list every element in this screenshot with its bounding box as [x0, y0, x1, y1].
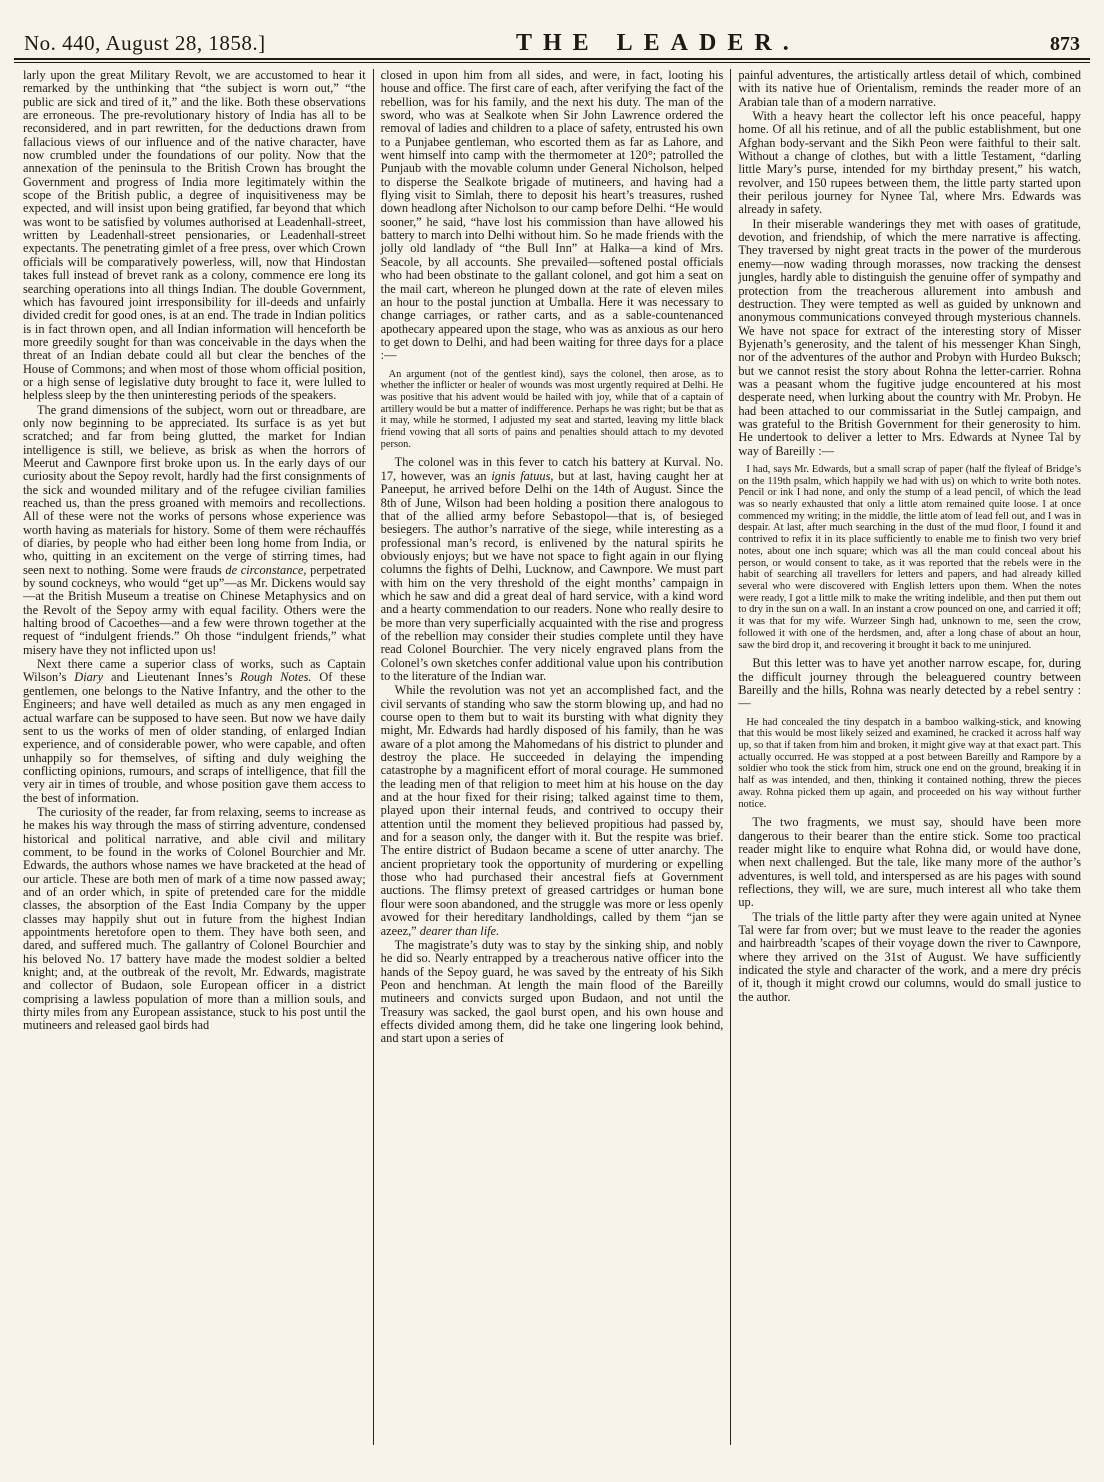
article-columns — [16, 69, 1088, 1445]
block-quote: An argument (not of the gentlest kind), says the colonel, then arose, as to whether the inflicter or healer of wounds was most urgently required at Delhi. He was positive that his advent would be hailed with joy, while that of a captain of artillery would be but a matter of indifference. Perhaps he was right; but be that as it may, while he stormed, I adjusted my seat and started, leaving my little black friend vowing that all sorts of pains and penalties should attach to my devoted person. — [380, 368, 724, 450]
paragraph: The trials of the little party after they were again united at Nynee Tal were far from over; but we must leave to the reader the agonies and hairbreadth ’scapes of their voyage down the river to Cawnpore, where they arrived on the 31st of August. We have sufficiently indicated the style and character of the work, and a mere dry précis of it, though it might crowd our columns, would do small justice to the author. — [738, 909, 1082, 1004]
book-title: Diary — [74, 670, 104, 685]
paragraph: painful adventures, the artistically artless detail of which, combined with its native hue of Orientalism, reminds the reader more of an Arabian tale than of a modern narrative. — [738, 69, 1082, 109]
issue-date: No. 440, August 28, 1858.] — [24, 31, 266, 55]
block-quote: He had concealed the tiny despatch in a bamboo walking-stick, and knowing that this would be most likely seized and examined, he cracked it across half way up, so that if taken from him and broken, it might give way at that exact part. This actually occurred. He was stopped at a post between Bareilly and Rampore by a soldier who took the stick from him, struck one end on the ground, breaking it in half as was intended, and then, thinking it contained nothing, threw the pieces away. Rohna picked them up again, and proceeded on his way without further notice. — [738, 716, 1082, 810]
paragraph: The magistrate’s duty was to stay by the sinking ship, and nobly he did so. Nearly entrapped by a treacherous native officer into the hands of the Sepoy guard, he was saved by the entreaty of his Sikh Peon and henchman. At length the main flood of the Bareilly mutineers and convicts surged upon Budaon, and not until the Treasury was sacked, the gaol burst open, and his own house and effects divided among them, did he take one lingering look behind, and start upon a series of — [380, 937, 724, 1046]
newspaper-title: THE LEADER. — [515, 30, 800, 56]
paragraph: In their miserable wanderings they met with oases of gratitude, devotion, and friendship, of which the mere narrative is affecting. They traversed by night great tracts in the power of the murderous enemy—now wading through morasses, now tracking the densest jungles, hardly able to distinguish the genuine offer of sympathy and protection from the treacherous allurement into ambush and destruction. They were tempted as well as guided by unknown and anonymous communications conveyed through mysterious channels. We have not space for extract of the interesting story of Misser Byjenath’s generosity, and the talent of his messenger Khan Singh, nor of the adventures of the author and Probyn with Hurdeo Buksch; but we cannot resist the story about Rohna the letter-carrier. Rohna was a peasant whom the fugitive judge encountered at his most desperate need, when lurking about the country with Mr. Probyn. He had been attached to our commissariat in the Sutlej campaign, and was grateful to the British Government for their generosity to him. He undertook to deliver a letter to Mrs. Edwards at Nynee Tal by way of Bareilly :— — [738, 216, 1082, 458]
masthead — [10, 8, 1094, 54]
paragraph: The grand dimensions of the subject, worn out or threadbare, are only now beginning to be appreciated. Its surface is as yet but scratched; and far from being glutted, the market for Indian intelligence is still, we believe, as brisk as when the horrors of Meerut and Cawnpore first broke upon us. In the early days of our curiosity about the Sepoy revolt, hardly had the first consignments of the sick and wounded military and of the refugee civilian families reached us, than the press groaned with memoirs and recollections. All of these were not the works of persons whose experience was worth having as materials for history. Some of them were réchauffés of diaries, by people who had either been long home from India, or who, quitting in an excitement on the verge of stirring times, had seen next to nothing. Some were frauds de circonstance, perpetrated by sound cockneys, who would “get up”—as Mr. Dickens would say—at the British Museum a treatise on Chinese Metaphysics and on the Revolt of the Sepoy army with equal facility. Others were the halting brood of Cacoethes—and a few were thrown together at the request of “indulgent friends.” Oh those “indulgent friends,” what misery have they not inflicted upon us! — [23, 402, 366, 657]
paragraph: Next there came a superior class of works, such as Captain Wilson’s Diary and Lieutenant Innes’s Rough Notes. Of these gentlemen, one belongs to the Native Infantry, and the other to the Engineers; and have well detailed as much as any men engaged in actual warfare can be supposed to have seen. But now we have daily sent to us the works of men of older standing, of enlarged Indian experience, and of considerable power, who were capable, and often unhappily so for themselves, of sifting and duly weighing the conflicting opinions, rumours, and scraps of intelligence, that fill the very air in times of trouble, and whose position gave them access to the best of information. — [23, 657, 366, 805]
italic-phrase: ignis fatuus, — [491, 468, 554, 483]
paragraph: larly upon the great Military Revolt, we are accustomed to hear it remarked by the unthinking that “the subject is worn out,” “the public are sick and tired of it,” and the like. Both these observations are erroneous. The pre-revolutionary history of India has all to be reconsidered, and in part rewritten, for the deductions drawn from fallacious views of our influence and of the native character, have now crumbled under the foundations of our polity. Now that the annexation of the peninsula to the British Crown has brought the Government and progress of India more legitimately within the scope of the British public, a degree of inquisitiveness may be expected, and will insist upon being gratified, far beyond that which was wont to be satisfied by volumes authorised at Leadenhall-street, written by Leadenhall-street pensionaries, or Leadenhall-street expectants. The penetrating gimlet of a free press, over which Crown officials will be comparatively powerless, will, now that Hindostan takes full instead of brevet rank as a colony, commence ere long its searching operations into all things Indian. The double Government, which has favoured joint irresponsibility for ill-deeds and unfairly divided credit for good ones, is at an end. The trade in Indian politics is in fact thrown open, and all Indian information will henceforth be more greedily sought for than was conceivable in the days when the threat of an Indian debate could all but clear the benches of the House of Commons; and when most of those whom official position, or a high sense of legislative duty brought to face it, were lulled to helpless sleep by the then uninteresting periods of the speakers. — [23, 69, 366, 403]
paragraph: While the revolution was not yet an accomplished fact, and the civil servants of standing who saw the storm blowing up, and had no course open to them but to wait its bursting with what dignity they might, Mr. Edwards had hardly disposed of his family, than he was aware of a plot among the Mahomedans of his district to plunder and destroy the place. He succeeded in delaying the impending catastrophe by a magnificent effort of moral courage. He summoned the leading men of that religion to meet him at his house on the day and at the hour fixed for their rising; talked against time to them, played upon their internal feuds, and contrived to occupy their attention until the moment they believed propitious had passed by, and for a season only, the danger with it. But the respite was brief. The entire district of Budaon became a scene of utter anarchy. The ancient proprietary took the opportunity of murdering or expelling those who had purchased their ancestral fiefs at Government auctions. The flimsy pretext of greased cartridges or human bone flour were soon abandoned, and the struggle was more or less openly avowed for their hereditary landholdings, called by them “jan se azeez,” dearer than life. — [380, 683, 724, 938]
italic-phrase: de circonstance, — [225, 562, 307, 577]
block-quote: I had, says Mr. Edwards, but a small scrap of paper (half the flyleaf of Bridge’s on the 119th psalm, which happily we had with us) on which to write both notes. Pencil or ink I had none, and only the stump of a lead pencil, of which the lead was so nearly exhausted that only a little atom remained quite loose. I at once commenced my writing; in the middle, the little atom of lead fell out, and I was in despair. At last, after much searching in the dust of the mud floor, I found it and contrived to refix it in its place sufficiently to enable me to finish two very brief notes, about one inch square; which was all the man could conceal about his person, or would consent to take, as it was reported that the rebels were in the habit of searching all travellers for letters and papers, and had already killed several who were discovered with English letters upon them. When the notes were ready, I got a little milk to make the writing indelible, and then put them out to dry in the sun on a wall. In an instant a crow pounced on one, and carried it off; it was that for my wife. Wurzeer Singh had, unknown to me, seen the crow, followed it with one of the herdsmen, and, after a long chase of about an hour, saw the bird drop it, and recovering it brought it back to me uninjured. — [738, 463, 1082, 651]
paragraph: closed in upon him from all sides, and were, in fact, looting his house and office. The first care of each, after verifying the fact of the rebellion, was for his family, and the next his duty. The man of the sword, who was at Sealkote when Sir John Lawrence ordered the removal of ladies and children to a place of safety, entrusted his own to a Punjabee gentleman, who escorted them as far as Lahore, and went himself into camp with the thermometer at 120°; patrolled the Punjaub with the movable column under General Nicholson, helped to disperse the Sealkote brigade of mutineers, and having had a flying visit to Simlah, there to deposit his heart’s treasures, rushed down headlong after Nicholson to our camp before Delhi. “He would sooner,” he said, “have lost his commission than have allowed his battery to march into Delhi without him. So he made friends with the jolly old landlady of “the Bull Inn” at Halka—a kind of Mrs. Seacole, by all accounts. She prevailed—softened postal officials who had been obstinate to the gallant colonel, and got him a seat on the mail cart, whereon he plunged down at the rate of eleven miles an hour to the postal junction at Umballa. Here it was necessary to change carriages, or rather carts, and as a sable-countenanced apothecary appeared upon the stage, who was as anxious as our hero to get down to Delhi, and had been waiting for three days for a place :— — [380, 69, 724, 363]
paragraph: The colonel was in this fever to catch his battery at Kurval. No. 17, however, was an ignis fatuus, but at last, having caught her at Paneeput, he arrived before Delhi on the 14th of August. Since the 8th of June, Wilson had been holding a position there analogous to that of the allied army before Sebastopol—that is, of besieged besiegers. The author’s narrative of the siege, while interesting as a professional man’s record, is enlivened by the natural spirits he obviously enjoys; but we have not space to fight again in our flying columns the fights of Delhi, Lucknow, and Cawnpore. We must part with him on the very threshold of the eight months’ campaign in which he saw and did a great deal of hard service, with a kind word and a hearty commendation to our readers. None who really desire to be more than very superficially acquainted with the rise and progress of the rebellion may consider their studies complete until they have read Colonel Bourchier. The very nicely engraved plans from the Colonel’s own sketches confer additional value upon his contribution to the literature of the Indian war. — [380, 455, 724, 683]
column-3 — [730, 69, 1088, 1445]
paragraph: But this letter was to have yet another narrow escape, for, during the difficult journey through the beleaguered country between Bareilly and the hills, Rohna was nearly detected by a rebel sentry :— — [738, 656, 1082, 711]
book-title: Rough Notes. — [240, 670, 312, 685]
paragraph: The curiosity of the reader, far from relaxing, seems to increase as he makes his way through the mass of stirring adventure, condensed historical and political narrative, and able civil and military comment, to be found in the works of Colonel Bourchier and Mr. Edwards, the authors whose names we have bracketed at the head of our article. These are both men of mark of a time now passed away; and of an order which, in spite of pretended care for the middle classes, the absorption of the East India Company by the upper classes may happily shut out in future from the highest Indian appointments heretofore open to them. They have both seen, and dared, and suffered much. The gallantry of Colonel Bourchier and his beloved No. 17 battery have made the modest soldier a belted knight; and, at the outbreak of the revolt, Mr. Edwards, magistrate and collector of Budaon, sole European officer in a district comprising a lawless population of more than a million souls, and thirty miles from any European assistance, stuck to his post until the mutineers and released gaol birds had — [23, 804, 366, 1033]
page-number: 873 — [1049, 33, 1080, 55]
italic-phrase: dearer than life. — [419, 923, 500, 938]
column-2 — [373, 69, 731, 1445]
header-rule — [14, 58, 1090, 63]
paragraph: With a heavy heart the collector left his once peaceful, happy home. Of all his retinue, and of all the public establishment, but one Afghan body-servant and the Sikh Peon were faithful to their salt. Without a change of clothes, but with a little Testament, “darling little Mary’s purse, intended for my birthday present,” his watch, revolver, and 150 rupees between them, the little party started upon their perilous journey for Nynee Tal, where Mrs. Edwards was already in safety. — [738, 109, 1082, 217]
paragraph: The two fragments, we must say, should have been more dangerous to their bearer than the entire stick. Some too practical reader might like to enquire what Rohna did, or would have done, when next challenged. But the tale, like many more of the author’s adventures, is well told, and interspersed as are his pages with sound reflections, they will, we are sure, much interest all who take them up. — [738, 815, 1082, 910]
column-1 — [16, 69, 373, 1445]
